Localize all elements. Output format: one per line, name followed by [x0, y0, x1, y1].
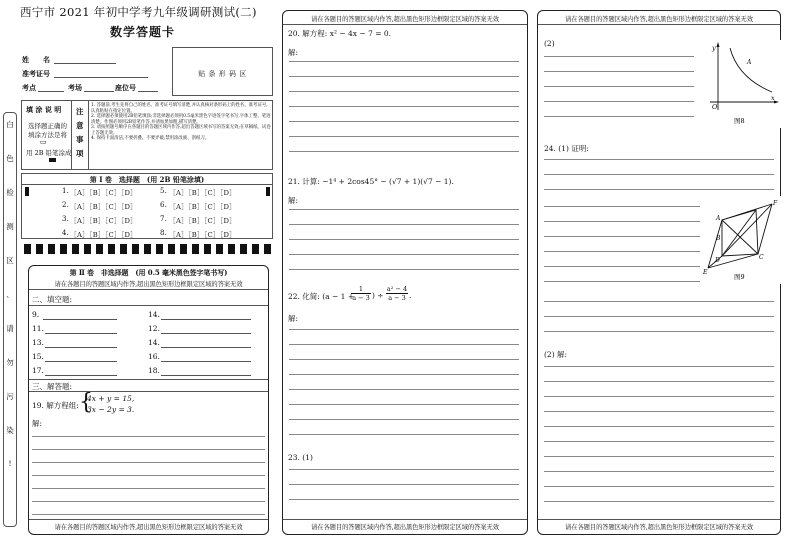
blank-label-12: 12.: [148, 324, 160, 333]
col3-notice-top: 请在各题目的答题区域内作答,超出黑色矩形边框限定区域的答案无效: [565, 16, 753, 23]
blank-label-11: 11.: [32, 324, 44, 333]
blank-label-15: 15.: [32, 352, 44, 361]
strip-char-0: 白: [6, 120, 14, 129]
fig9-caption: 图9: [734, 273, 745, 281]
choice-q3-num: 3.: [62, 215, 70, 223]
fig9-label-b: B: [716, 235, 721, 242]
q22-frac2-den: a − 3: [388, 294, 406, 302]
answer-line[interactable]: [544, 281, 704, 282]
answer-line[interactable]: [289, 136, 519, 137]
answer-line[interactable]: [289, 344, 519, 345]
answer-line[interactable]: [32, 501, 265, 502]
timing-tick: [252, 244, 259, 254]
col3-rule-top: [538, 24, 780, 25]
timing-tick: [144, 244, 151, 254]
notice-char-2: 事: [76, 135, 84, 144]
fig9-label-c: C: [759, 254, 764, 261]
answer-line[interactable]: [289, 329, 519, 330]
q19-solve: 解:: [32, 419, 43, 428]
answer-line[interactable]: [544, 486, 774, 487]
answer-line[interactable]: [289, 91, 519, 92]
blank-label-17: 17.: [32, 366, 44, 375]
choice-q2-num: 2.: [62, 201, 70, 209]
room-field[interactable]: [38, 91, 64, 92]
timing-tick: [180, 244, 187, 254]
strip-char-10: !: [8, 459, 12, 468]
q24-part2: (2) 解:: [544, 350, 568, 359]
q21-text: 21. 计算: −1⁴ + 2cos45° − (√7 + 1)(√7 − 1).: [288, 177, 454, 186]
figure-9: [700, 196, 782, 284]
blank-label-13: 13.: [32, 338, 44, 347]
fig9-label-a: A: [716, 215, 721, 222]
answer-line[interactable]: [289, 374, 519, 375]
note-2: 2. 选择题必须使用2B铅笔填涂;非选择题必须用0.5毫米黑色字迹签字笔书写,字体工整、笔迹清楚。作图必须用2B铅笔作答,并请加黑加粗,描写清楚。: [91, 114, 271, 125]
choice-q1-num: 1.: [62, 187, 70, 195]
choice-q4-num: 4.: [62, 229, 70, 237]
fig9-label-e: E: [703, 269, 708, 276]
blank-field-18[interactable]: [161, 375, 251, 376]
q22-frac2: [386, 285, 408, 302]
timing-tick: [240, 244, 247, 254]
q23-part2: (2): [544, 39, 555, 48]
answer-line[interactable]: [544, 331, 774, 332]
choice-title-rule: [22, 184, 272, 185]
timing-tick: [132, 244, 139, 254]
choice-q8-num: 8.: [160, 229, 168, 237]
answer-line[interactable]: [289, 121, 519, 122]
seat-label: 座位号: [115, 83, 136, 92]
timing-tick: [60, 244, 67, 254]
answer-line[interactable]: [544, 101, 694, 102]
fig8-caption: 图8: [734, 117, 745, 125]
answer-line[interactable]: [289, 106, 519, 107]
part2-title: 第 Ⅱ 卷 非选择题 (用 0.5 毫米黑色签字笔书写): [69, 268, 228, 277]
col2-rule-top: [283, 24, 527, 25]
timing-tick: [228, 244, 235, 254]
answer-line[interactable]: [289, 254, 519, 255]
note-1: 1. 答题前,考生先将自己的姓名、准考证号填写清楚,并认真核对条形码上的姓名、准考证号,认真粘贴在指定位置。: [91, 103, 268, 114]
answer-line[interactable]: [544, 236, 704, 237]
strip-char-4: 区: [6, 256, 14, 265]
answer-line[interactable]: [32, 436, 265, 437]
q21-solve: 解:: [288, 196, 299, 205]
choice-q1-options[interactable]: ［A］［B］［C］［D］: [70, 189, 138, 197]
timing-tick: [156, 244, 163, 254]
answer-line[interactable]: [289, 151, 519, 152]
col2-rule-bottom: [283, 519, 527, 520]
q22-end: .: [409, 291, 412, 300]
q22-prefix: 22. 化简: (a − 1 +: [288, 292, 355, 301]
answer-line[interactable]: [289, 419, 519, 420]
q22-frac1-num: 1: [351, 285, 371, 294]
q20-solve: 解:: [288, 48, 299, 57]
fig9-label-f: F: [773, 200, 778, 207]
answer-line[interactable]: [289, 76, 519, 77]
ticket-field[interactable]: [54, 77, 148, 78]
strip-char-3: 测: [6, 222, 14, 231]
col3-rule-bottom: [538, 519, 780, 520]
q22-frac1: [351, 285, 371, 302]
timing-tick: [168, 244, 175, 254]
strip-char-2: 检: [6, 188, 14, 197]
blank-label-9: 9.: [32, 310, 40, 319]
answer-line[interactable]: [289, 404, 519, 405]
blank-field-14[interactable]: [161, 347, 251, 348]
answer-line[interactable]: [32, 514, 265, 515]
answer-line[interactable]: [289, 469, 519, 470]
blank-field-13[interactable]: [45, 347, 117, 348]
choice-q8-options[interactable]: ［A］［B］［C］［D］: [169, 231, 237, 239]
q23-text: 23. (1): [288, 453, 313, 462]
notice-char-3: 项: [76, 149, 84, 158]
q22-frac2-num: a² − 4: [386, 285, 408, 293]
barcode-area: [172, 47, 273, 96]
figure-8: [700, 40, 782, 128]
timing-tick: [192, 244, 199, 254]
room-label: 考点: [22, 83, 36, 92]
answer-section-rule-2: [29, 391, 268, 392]
page-title: 西宁市 2021 年初中学考九年级调研测试(二): [20, 5, 257, 19]
answer-line[interactable]: [544, 426, 774, 427]
answer-section-rule: [29, 379, 268, 380]
seat-field[interactable]: [138, 91, 158, 92]
answer-line[interactable]: [544, 206, 704, 207]
answer-line[interactable]: [544, 366, 774, 367]
choice-q3-options[interactable]: ［A］［B］［C］［D］: [70, 217, 138, 225]
fill-box-glyph: ▭: [40, 138, 47, 146]
strip-char-1: 色: [6, 154, 14, 163]
note-4: 4. 保持卡面清洁,不要折叠、不要弄破,禁用涂改液、刮纸刀。: [91, 136, 210, 141]
q22-frac1-den: a − 3: [352, 294, 370, 302]
col2-notice-bottom: 请在各题目的答题区域内作答,超出黑色矩形边框限定区域的答案无效: [311, 524, 499, 531]
blank-field-9[interactable]: [43, 319, 117, 320]
strip-char-8: 污: [6, 392, 14, 401]
name-field[interactable]: [54, 63, 116, 64]
fill-blank-heading: 二、填空题:: [32, 295, 73, 304]
answer-line[interactable]: [544, 501, 774, 502]
blank-field-15[interactable]: [45, 361, 117, 362]
notice-char-0: 注: [76, 107, 84, 116]
answer-line[interactable]: [289, 434, 519, 435]
timing-tick: [84, 244, 91, 254]
answer-line[interactable]: [289, 239, 519, 240]
answer-line[interactable]: [544, 441, 774, 442]
answer-line[interactable]: [544, 301, 774, 302]
blank-field-12[interactable]: [161, 333, 251, 334]
answer-line[interactable]: [289, 224, 519, 225]
answer-line[interactable]: [544, 221, 704, 222]
part2-notice-top: 请在各题目的答题区域内作答,超出黑色矩形边框限定区域的答案无效: [54, 281, 243, 288]
answer-line[interactable]: [544, 159, 774, 160]
fill-text-2: 填涂方法是将: [28, 131, 67, 139]
room2-field[interactable]: [84, 91, 114, 92]
filled-sample: [49, 158, 56, 162]
q24-text: 24. (1) 证明:: [544, 144, 589, 153]
choice-q5-options[interactable]: ［A］［B］［C］［D］: [169, 189, 237, 197]
barcode-label: 贴 条 形 码 区: [198, 70, 247, 78]
instructions-box: [21, 100, 273, 170]
choice-q5-num: 5.: [160, 187, 168, 195]
fig9-label-d: D: [715, 257, 720, 264]
choice-q7-num: 7.: [160, 215, 168, 223]
answer-line[interactable]: [32, 449, 265, 450]
answer-line[interactable]: [289, 389, 519, 390]
notice-char-1: 意: [76, 121, 84, 130]
q19-label: 19. 解方程组:: [32, 401, 79, 410]
q22-solve: 解:: [288, 314, 299, 323]
timing-tick: [204, 244, 211, 254]
answer-line[interactable]: [544, 116, 694, 117]
answer-line[interactable]: [289, 359, 519, 360]
answer-line[interactable]: [544, 174, 774, 175]
answer-line[interactable]: [544, 456, 774, 457]
part2-rule-bottom: [29, 519, 268, 520]
choice-title: 第 Ⅰ 卷 选择题 (用 2B 铅笔涂填): [89, 175, 205, 184]
answer-line[interactable]: [289, 269, 519, 270]
choice-q6-options[interactable]: ［A］［B］［C］［D］: [169, 203, 237, 211]
col3-notice-bottom: 请在各题目的答题区域内作答,超出黑色矩形边框限定区域的答案无效: [565, 524, 753, 531]
fig8-label-y: y: [712, 44, 716, 52]
blank-label-14: 14.: [148, 338, 160, 347]
timing-mark-right: [266, 187, 270, 196]
answer-line[interactable]: [544, 411, 774, 412]
ticket-label: 准考证号: [22, 69, 50, 78]
note-3: 3. 请按照题号顺序在各题目的答题区域内作答,超出答题区域书写的答案无效;在草稿纸、试卷上答题无效。: [91, 125, 271, 136]
answer-line[interactable]: [544, 251, 704, 252]
answer-line[interactable]: [544, 56, 694, 57]
fill-title: 填 涂 说 明: [26, 105, 62, 114]
answer-line[interactable]: [544, 86, 694, 87]
timing-tick: [72, 244, 79, 254]
notes-divider: [88, 101, 89, 169]
part2-notice-bottom: 请在各题目的答题区域内作答,超出黑色矩形边框限定区域的答案无效: [54, 524, 243, 531]
q19-eq2: 3x − 2y = 3.: [87, 405, 135, 414]
answer-line[interactable]: [544, 396, 774, 397]
notes-list: [91, 103, 271, 142]
answer-line[interactable]: [544, 316, 774, 317]
answer-line[interactable]: [544, 266, 704, 267]
choice-q4-options[interactable]: ［A］［B］［C］［D］: [70, 231, 138, 239]
blank-field-11[interactable]: [45, 333, 117, 334]
timing-tick: [36, 244, 43, 254]
answer-line[interactable]: [32, 475, 265, 476]
blank-label-10: 14.: [148, 310, 160, 319]
fig8-label-o: O: [712, 103, 718, 111]
fill-blank-rule: [29, 305, 268, 306]
blank-label-16: 16.: [148, 352, 160, 361]
timing-tick: [108, 244, 115, 254]
timing-tick: [96, 244, 103, 254]
q20-text: 20. 解方程: x² − 4x − 7 = 0.: [288, 29, 392, 38]
strip-char-5: 、: [6, 290, 14, 299]
answer-line[interactable]: [544, 381, 774, 382]
blank-label-18: 18.: [148, 366, 160, 375]
instructions-divider: [71, 101, 72, 169]
strip-char-7: 勿: [6, 358, 14, 367]
answer-line[interactable]: [289, 484, 519, 485]
fig8-label-x: x: [771, 94, 775, 102]
timing-tick: [216, 244, 223, 254]
fill-text-3: 用 2B 铅笔涂成: [26, 149, 72, 157]
strip-char-6: 请: [6, 324, 14, 333]
choice-q7-options[interactable]: ［A］［B］［C］［D］: [169, 217, 237, 225]
answer-line[interactable]: [289, 209, 519, 210]
choice-q2-options[interactable]: ［A］［B］［C］［D］: [70, 203, 138, 211]
answer-line[interactable]: [289, 61, 519, 62]
timing-tick: [24, 244, 31, 254]
room2-label: 考场: [68, 83, 82, 92]
card-subtitle: 数学答题卡: [110, 25, 176, 39]
answer-line[interactable]: [544, 189, 774, 190]
q19-eq1: 4x + y = 15,: [87, 394, 135, 403]
timing-tick: [48, 244, 55, 254]
blank-field-10[interactable]: [161, 319, 251, 320]
part2-rule-top: [29, 289, 268, 290]
answer-line[interactable]: [544, 471, 774, 472]
timing-tick: [120, 244, 127, 254]
answer-section-heading: 三、解答题:: [32, 382, 73, 391]
timing-tick: [264, 244, 271, 254]
col2-notice-top: 请在各题目的答题区域内作答,超出黑色矩形边框限定区域的答案无效: [311, 16, 499, 23]
col2-box: [282, 10, 528, 535]
side-strip: [3, 112, 17, 527]
q19-brace: {: [79, 390, 93, 415]
answer-line[interactable]: [32, 462, 265, 463]
answer-line[interactable]: [544, 71, 694, 72]
name-label: 姓 名: [22, 55, 50, 64]
answer-line[interactable]: [289, 499, 519, 500]
fill-text-1: 选择题正确的: [28, 122, 67, 130]
blank-field-16[interactable]: [161, 361, 251, 362]
strip-char-9: 染: [6, 426, 14, 435]
choice-q6-num: 6.: [160, 201, 168, 209]
q22-mid: ) ÷: [372, 291, 384, 300]
answer-line[interactable]: [32, 488, 265, 489]
blank-field-17[interactable]: [45, 375, 117, 376]
part2-box: [28, 265, 269, 535]
timing-mark-left: [25, 187, 29, 196]
fig8-label-a: A: [747, 59, 752, 66]
